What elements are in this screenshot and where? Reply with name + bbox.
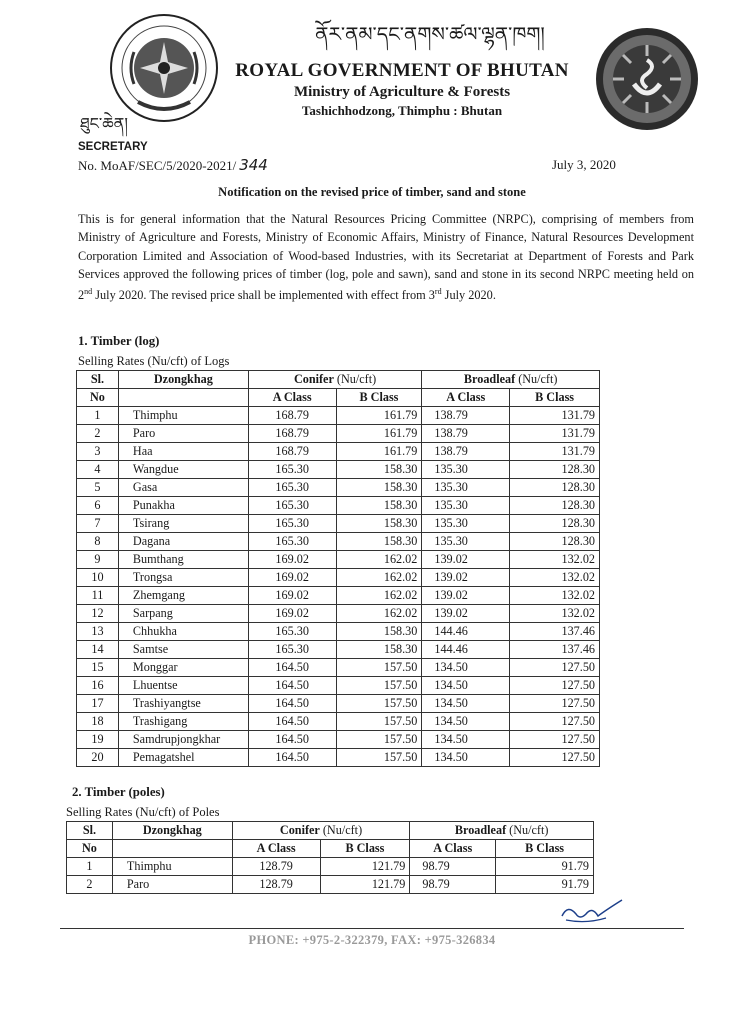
reference-prefix: No. MoAF/SEC/5/2020-2021/ [78,158,237,173]
poles-table-body [67,858,594,894]
col-header-blank [112,840,232,858]
cell-conifer-b: 161.79 [336,425,422,443]
cell-broadleaf-b: 132.02 [510,587,600,605]
cell-dzongkhag: Thimphu [118,407,248,425]
cell-dzongkhag: Monggar [118,659,248,677]
cell-dzongkhag: Bumthang [118,551,248,569]
cell-conifer-b: 157.50 [336,731,422,749]
cell-conifer-a: 165.30 [248,641,336,659]
cell-conifer-b: 158.30 [336,461,422,479]
cell-sl-no: 9 [77,551,119,569]
logs-price-table [76,370,600,767]
cell-broadleaf-a: 139.02 [422,587,510,605]
cell-conifer-b: 158.30 [336,497,422,515]
cell-broadleaf-a: 138.79 [422,425,510,443]
cell-broadleaf-b: 128.30 [510,461,600,479]
cell-conifer-a: 128.79 [232,858,320,876]
cell-conifer-a: 164.50 [248,677,336,695]
cell-broadleaf-b: 128.30 [510,533,600,551]
dharma-wheel-logo-icon [594,26,700,132]
cell-conifer-a: 164.50 [248,731,336,749]
cell-sl-no: 10 [77,569,119,587]
col-header-conifer: Conifer (Nu/cft) [232,822,410,840]
cell-sl-no: 1 [77,407,119,425]
cell-sl-no: 7 [77,515,119,533]
cell-sl-no: 18 [77,713,119,731]
cell-dzongkhag: Punakha [118,497,248,515]
col-header-no: No [77,389,119,407]
table-row [77,497,600,515]
cell-broadleaf-b: 128.30 [510,479,600,497]
cell-conifer-b: 121.79 [320,876,410,894]
cell-conifer-a: 169.02 [248,569,336,587]
cell-broadleaf-a: 134.50 [422,659,510,677]
cell-broadleaf-a: 134.50 [422,731,510,749]
col-header-b-class: B Class [510,389,600,407]
cell-conifer-a: 168.79 [248,443,336,461]
cell-broadleaf-b: 131.79 [510,425,600,443]
cell-conifer-a: 165.30 [248,533,336,551]
cell-conifer-b: 157.50 [336,677,422,695]
cell-broadleaf-a: 138.79 [422,443,510,461]
table-row [77,425,600,443]
table-row [77,731,600,749]
cell-broadleaf-b: 91.79 [496,876,594,894]
col-header-a-class: A Class [410,840,496,858]
table-row [77,569,600,587]
cell-conifer-a: 164.50 [248,713,336,731]
cell-broadleaf-b: 132.02 [510,569,600,587]
cell-dzongkhag: Trongsa [118,569,248,587]
cell-conifer-b: 158.30 [336,533,422,551]
cell-conifer-b: 161.79 [336,407,422,425]
cell-conifer-b: 162.02 [336,587,422,605]
cell-sl-no: 2 [67,876,113,894]
cell-conifer-a: 164.50 [248,659,336,677]
cell-conifer-b: 161.79 [336,443,422,461]
cell-conifer-b: 158.30 [336,641,422,659]
cell-dzongkhag: Lhuentse [118,677,248,695]
cell-sl-no: 11 [77,587,119,605]
cell-conifer-a: 165.30 [248,515,336,533]
cell-broadleaf-b: 127.50 [510,677,600,695]
notification-subject: Notification on the revised price of timber, sand and stone [218,185,526,199]
ordinal-suffix: rd [434,287,442,297]
table-row [77,677,600,695]
table-row [77,713,600,731]
col-header-sl: Sl. [67,822,113,840]
cell-broadleaf-a: 98.79 [410,858,496,876]
tibetan-seal-text: ཐུང་ཆེན། [80,114,128,133]
cell-conifer-b: 162.02 [336,569,422,587]
cell-broadleaf-b: 137.46 [510,641,600,659]
cell-conifer-b: 162.02 [336,605,422,623]
cell-sl-no: 15 [77,659,119,677]
cell-dzongkhag: Haa [118,443,248,461]
footer-divider [60,928,684,929]
cell-sl-no: 1 [67,858,113,876]
cell-conifer-a: 168.79 [248,407,336,425]
table-row [77,461,600,479]
col-header-blank [118,389,248,407]
table-row [67,858,594,876]
cell-broadleaf-b: 128.30 [510,515,600,533]
cell-broadleaf-a: 134.50 [422,713,510,731]
body-text-part: This is for general information that the Natural Resources Pricing Committee (NRPC), comprising of members from Ministry of Agriculture and Forests, Ministry of Economic Affairs, Ministry of Finance, Natural Resources Development Corporation Limited and Association of Wood-based Industries, with its Secretariat at Department of Forests and Park Services approved the following prices of timber (log, pole and sawn), sand and stone in its second NRPC meeting held on 2 [78,212,694,303]
cell-sl-no: 19 [77,731,119,749]
cell-sl-no: 13 [77,623,119,641]
cell-conifer-a: 165.30 [248,479,336,497]
cell-dzongkhag: Dagana [118,533,248,551]
cell-sl-no: 3 [77,443,119,461]
table-row [77,479,600,497]
cell-conifer-b: 157.50 [336,749,422,767]
table-row [77,695,600,713]
body-text-part: July 2020. The revised price shall be implemented with effect from 3 [92,288,435,303]
cell-broadleaf-a: 134.50 [422,749,510,767]
cell-dzongkhag: Tsirang [118,515,248,533]
cell-broadleaf-b: 127.50 [510,695,600,713]
cell-broadleaf-a: 134.50 [422,677,510,695]
table-row [67,876,594,894]
cell-sl-no: 4 [77,461,119,479]
cell-broadleaf-a: 135.30 [422,461,510,479]
cell-conifer-a: 164.50 [248,695,336,713]
table-row [77,641,600,659]
cell-broadleaf-a: 135.30 [422,533,510,551]
col-header-broadleaf: Broadleaf (Nu/cft) [410,822,594,840]
reference-handwritten-number: 344 [239,156,268,174]
cell-conifer-a: 169.02 [248,551,336,569]
cell-conifer-b: 162.02 [336,551,422,569]
col-header-a-class: A Class [248,389,336,407]
logs-table-caption: Selling Rates (Nu/cft) of Logs [78,354,230,368]
cell-sl-no: 16 [77,677,119,695]
cell-sl-no: 5 [77,479,119,497]
cell-broadleaf-a: 135.30 [422,479,510,497]
poles-price-table [66,821,594,894]
cell-dzongkhag: Samdrupjongkhar [118,731,248,749]
cell-broadleaf-b: 127.50 [510,713,600,731]
table-row [77,443,600,461]
col-header-conifer: Conifer (Nu/cft) [248,371,422,389]
table-row [77,587,600,605]
ministry-address: Tashichhodzong, Thimphu : Bhutan [301,103,503,118]
ordinal-suffix: nd [84,287,93,297]
col-header-no: No [67,840,113,858]
cell-sl-no: 6 [77,497,119,515]
cell-broadleaf-a: 139.02 [422,569,510,587]
ministry-name: Ministry of Agriculture & Forests [293,84,511,100]
col-header-dzongkhag: Dzongkhag [118,371,248,389]
col-header-b-class: B Class [320,840,410,858]
cell-conifer-b: 158.30 [336,623,422,641]
cell-dzongkhag: Trashigang [118,713,248,731]
col-header-dzongkhag: Dzongkhag [112,822,232,840]
cell-conifer-a: 165.30 [248,623,336,641]
cell-conifer-a: 165.30 [248,497,336,515]
cell-conifer-a: 169.02 [248,587,336,605]
tibetan-title: ནོར་ནམ་དང་ནགས་ཚལ་ལྷན་ཁག། [315,22,545,46]
cell-broadleaf-b: 127.50 [510,749,600,767]
cell-dzongkhag: Trashiyangtse [118,695,248,713]
cell-broadleaf-a: 135.30 [422,497,510,515]
cell-broadleaf-b: 131.79 [510,407,600,425]
reference-number [78,156,268,174]
cell-dzongkhag: Chhukha [118,623,248,641]
table-row [77,623,600,641]
cell-conifer-b: 157.50 [336,713,422,731]
cell-broadleaf-a: 138.79 [422,407,510,425]
poles-table-caption: Selling Rates (Nu/cft) of Poles [66,805,220,819]
handwritten-initials-icon [556,896,626,926]
cell-broadleaf-a: 134.50 [422,695,510,713]
cell-broadleaf-b: 91.79 [496,858,594,876]
cell-conifer-a: 165.30 [248,461,336,479]
cell-sl-no: 2 [77,425,119,443]
col-header-a-class: A Class [232,840,320,858]
table-row [77,551,600,569]
cell-dzongkhag: Paro [118,425,248,443]
notification-body [78,210,694,305]
cell-conifer-a: 164.50 [248,749,336,767]
cell-conifer-b: 158.30 [336,515,422,533]
section-heading-poles: 2. Timber (poles) [72,785,165,799]
letter-date: July 3, 2020 [552,157,616,172]
body-text-part: July 2020. [441,288,496,303]
government-title: ROYAL GOVERNMENT OF BHUTAN [235,60,569,81]
cell-dzongkhag: Samtse [118,641,248,659]
cell-conifer-a: 169.02 [248,605,336,623]
cell-conifer-b: 158.30 [336,479,422,497]
cell-dzongkhag: Paro [112,876,232,894]
cell-broadleaf-a: 144.46 [422,623,510,641]
cell-conifer-b: 121.79 [320,858,410,876]
cell-broadleaf-a: 98.79 [410,876,496,894]
cell-broadleaf-b: 127.50 [510,731,600,749]
cell-conifer-a: 128.79 [232,876,320,894]
col-header-sl: Sl. [77,371,119,389]
cell-sl-no: 8 [77,533,119,551]
cell-broadleaf-a: 135.30 [422,515,510,533]
cell-dzongkhag: Zhemgang [118,587,248,605]
cell-dzongkhag: Wangdue [118,461,248,479]
cell-sl-no: 17 [77,695,119,713]
col-header-b-class: B Class [336,389,422,407]
table-row [77,605,600,623]
table-row [77,659,600,677]
table-row [77,515,600,533]
cell-sl-no: 20 [77,749,119,767]
table-row [77,749,600,767]
cell-sl-no: 12 [77,605,119,623]
cell-broadleaf-a: 139.02 [422,551,510,569]
cell-conifer-b: 157.50 [336,695,422,713]
table-row [77,407,600,425]
cell-conifer-a: 168.79 [248,425,336,443]
cell-broadleaf-b: 132.02 [510,551,600,569]
cell-broadleaf-b: 128.30 [510,497,600,515]
col-header-broadleaf: Broadleaf (Nu/cft) [422,371,600,389]
table-row [77,533,600,551]
cell-broadleaf-b: 132.02 [510,605,600,623]
col-header-b-class: B Class [496,840,594,858]
cell-broadleaf-a: 144.46 [422,641,510,659]
logs-table-body [77,407,600,767]
cell-dzongkhag: Pemagatshel [118,749,248,767]
cell-dzongkhag: Sarpang [118,605,248,623]
section-heading-logs: 1. Timber (log) [78,334,160,348]
cell-broadleaf-b: 131.79 [510,443,600,461]
col-header-a-class: A Class [422,389,510,407]
secretary-label: SECRETARY [78,141,148,153]
cell-conifer-b: 157.50 [336,659,422,677]
cell-broadleaf-b: 127.50 [510,659,600,677]
footer-contact: PHONE: +975-2-322379, FAX: +975-326834 [248,933,496,947]
cell-dzongkhag: Gasa [118,479,248,497]
cell-broadleaf-a: 139.02 [422,605,510,623]
cell-broadleaf-b: 137.46 [510,623,600,641]
cell-dzongkhag: Thimphu [112,858,232,876]
cell-sl-no: 14 [77,641,119,659]
